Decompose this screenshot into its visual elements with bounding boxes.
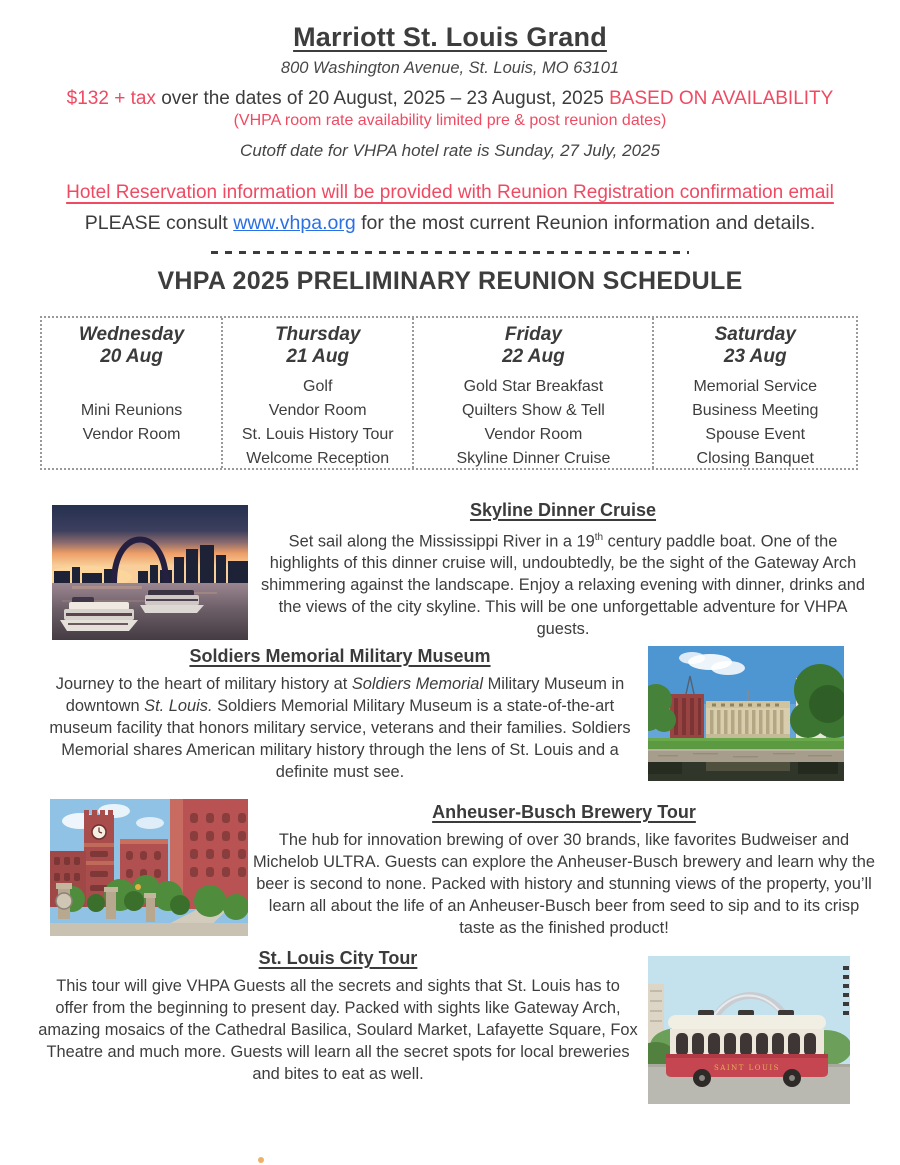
section-title: Anheuser-Busch Brewery Tour — [432, 802, 696, 822]
rate-availability-note: (VHPA room rate availability limited pre & post reunion dates) — [233, 112, 667, 129]
superscript-th: th — [594, 532, 604, 543]
day-name: Friday — [504, 324, 562, 345]
schedule-item: Quilters Show & Tell — [461, 402, 605, 419]
section-anheuser-busch — [252, 802, 876, 939]
body-text-italic: St. Louis. — [144, 697, 213, 715]
hotel-name-title: Marriott St. Louis Grand — [293, 22, 607, 52]
hotel-address: 800 Washington Avenue, St. Louis, MO 63101 — [280, 59, 620, 77]
day-date: 22 Aug — [502, 346, 565, 367]
schedule-item: Memorial Service — [693, 378, 818, 395]
gateway-arch-sunset-riverboats-photo — [52, 505, 248, 640]
schedule-title: VHPA 2025 PRELIMINARY REUNION SCHEDULE — [157, 267, 743, 295]
body-text: Military Museum in downtown — [65, 675, 625, 715]
schedule-day-wednesday — [42, 318, 221, 468]
section-title: St. Louis City Tour — [258, 948, 418, 968]
schedule-day-friday — [412, 318, 652, 468]
section-title: Skyline Dinner Cruise — [469, 500, 657, 520]
day-date: 23 Aug — [723, 346, 787, 367]
schedule-item — [42, 375, 221, 399]
room-rate-line — [0, 88, 900, 110]
schedule-day-thursday — [221, 318, 412, 468]
section-body — [252, 527, 874, 640]
section-body — [34, 673, 646, 783]
schedule-item: Skyline Dinner Cruise — [456, 450, 611, 467]
section-city-tour — [38, 948, 638, 1085]
soldiers-memorial-building-photo — [648, 646, 844, 781]
day-name: Thursday — [274, 324, 361, 345]
dashed-separator — [211, 251, 689, 254]
body-text: Journey to the heart of military history at — [55, 675, 352, 693]
reservation-notice: Hotel Reservation information will be provided with Reunion Registration confirmation email — [66, 182, 834, 203]
section-body: This tour will give VHPA Guests all the secrets and sights that St. Louis has to offer from the beginning to present day. Packed with sights like Gateway Arch, amazing mosaics of the Cathedral Basilica, Soulard Market, Lafayette Square, Fox Theatre and much more. Guests will learn all the secret spots for local breweries and bites to eat as well. — [38, 977, 638, 1083]
body-text: century paddle boat. One of the highlights of this dinner cruise will, undoubtedly, be the sight of the Gateway Arch shimmering against the landscape. Enjoy a relaxing evening with dinner, drinks and the views of the city skyline. This will be one unforgettable adventure for VHPA guests. — [260, 532, 866, 639]
section-title: Soldiers Memorial Military Museum — [189, 646, 491, 666]
schedule-item: Spouse Event — [705, 426, 806, 443]
schedule-table — [40, 316, 858, 470]
anheuser-busch-brewery-photo — [50, 799, 248, 936]
rate-price: $132 + tax — [66, 88, 156, 109]
schedule-day-saturday — [652, 318, 856, 468]
schedule-item: Closing Banquet — [696, 450, 814, 467]
day-name: Saturday — [714, 324, 796, 345]
schedule-item: Business Meeting — [692, 402, 819, 419]
schedule-item: Vendor Room — [268, 402, 367, 419]
section-body: The hub for innovation brewing of over 30 brands, like favorites Budweiser and Michelob ULTRA. Guests can explore the Anheuser-Busch brewery and learn why the beer is second to none. Packed with history and stunning views of the property, you’ll learn all about the life of an Anheuser-Busch beer from seed to sip and to its crisp taste as the finished product! — [253, 831, 875, 937]
scan-artifact-dot — [258, 1157, 264, 1163]
rate-dates: over the dates of 20 August, 2025 – 23 August, 2025 — [155, 88, 610, 109]
day-date: 21 Aug — [286, 346, 350, 367]
section-skyline-dinner-cruise — [252, 500, 874, 640]
schedule-item: Golf — [303, 378, 333, 395]
day-date: 20 Aug — [100, 346, 163, 367]
consult-line — [0, 212, 900, 235]
cutoff-date-line: Cutoff date for VHPA hotel rate is Sunday, 27 July, 2025 — [240, 141, 660, 160]
schedule-item: St. Louis History Tour — [241, 426, 394, 443]
schedule-item — [42, 447, 221, 471]
day-name: Wednesday — [78, 324, 185, 345]
trolley-side-text: SAINT LOUIS — [714, 1064, 780, 1072]
schedule-item: Welcome Reception — [246, 450, 390, 467]
schedule-item: Mini Reunions — [80, 402, 183, 419]
vhpa-website-link[interactable]: www.vhpa.org — [233, 212, 356, 234]
schedule-item: Gold Star Breakfast — [463, 378, 604, 395]
consult-text-pre: PLEASE consult — [84, 212, 234, 234]
schedule-item: Vendor Room — [484, 426, 583, 443]
section-soldiers-memorial — [34, 646, 646, 783]
schedule-item: Vendor Room — [82, 426, 181, 443]
body-text: Set sail along the Mississippi River in a 19 — [288, 532, 595, 551]
body-text: Soldiers Memorial Military Museum is a state-of-the-art museum facility that honors military service, veterans and their families. Soldiers Memorial shares American military history through the lens of St. Louis and a definite must see. — [49, 697, 631, 781]
consult-text-post: for the most current Reunion information and details. — [355, 212, 816, 234]
body-text-italic: Soldiers Memorial — [351, 675, 484, 693]
saint-louis-trolley-photo — [648, 956, 850, 1104]
rate-availability: BASED ON AVAILABILITY — [609, 88, 834, 109]
